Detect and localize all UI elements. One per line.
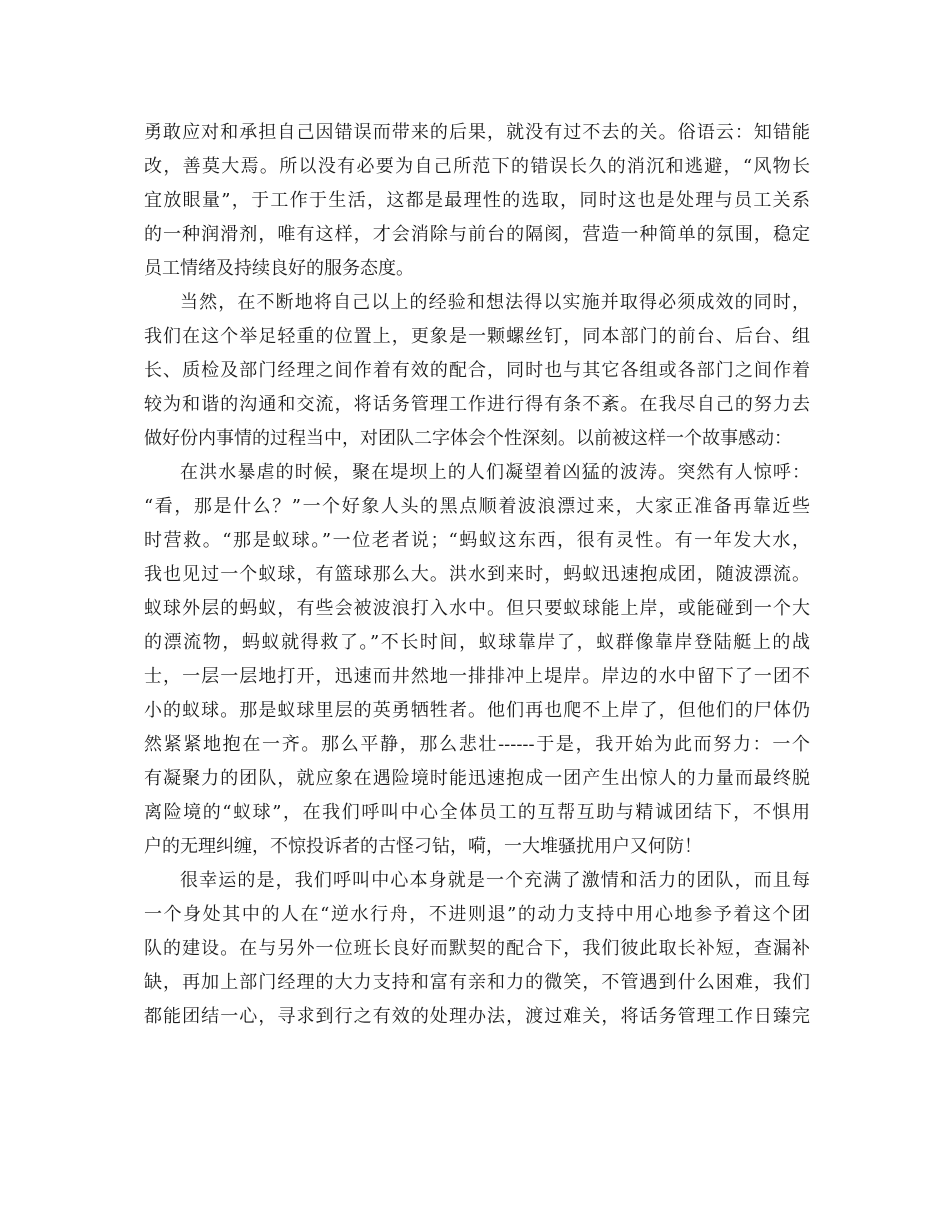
text-line: 户的无理纠缠，不惊投诉者的古怪刁钻，嗬，一大堆骚扰用户又何防！	[144, 836, 702, 857]
text-line: 的漂流物，蚂蚁就得救了。”不长时间，蚁球靠岸了，蚁群像靠岸登陆艇上的战	[144, 632, 810, 653]
text-line: 蚁球外层的蚂蚁，有些会被波浪打入水中。但只要蚁球能上岸，或能碰到一个大	[144, 598, 810, 619]
text-line: 勇敢应对和承担自己因错误而带来的后果，就没有过不去的关。俗语云：知错能	[144, 122, 810, 143]
text-line: 在洪水暴虐的时候，聚在堤坝上的人们凝望着凶猛的波涛。突然有人惊呼：	[180, 462, 810, 483]
text-line: 然紧紧地抱在一齐。那么平静，那么悲壮------于是，我开始为此而努力：一个	[144, 734, 810, 755]
text-line: 宜放眼量”，于工作于生活，这都是最理性的选取，同时这也是处理与员工关系	[144, 190, 810, 211]
text-line: 一个身处其中的人在“逆水行舟，不进则退”的动力支持中用心地参予着这个团	[144, 904, 810, 925]
text-line: 做好份内事情的过程当中，对团队二字体会个性深刻。以前被这样一个故事感动：	[144, 428, 792, 449]
text-line: 的一种润滑剂，唯有这样，才会消除与前台的隔阂，营造一种简单的氛围，稳定	[144, 224, 810, 245]
text-line: 时营救。“那是蚁球。”一位老者说；“蚂蚁这东西，很有灵性。有一年发大水，	[144, 530, 810, 551]
text-line: 缺，再加上部门经理的大力支持和富有亲和力的微笑，不管遇到什么困难，我们	[144, 972, 810, 993]
paragraph-3	[144, 456, 810, 864]
text-line: 离险境的“蚁球”，在我们呼叫中心全体员工的互帮互助与精诚团结下，不惧用	[144, 802, 810, 823]
text-line: “看，那是什么？”一个好象人头的黑点顺着波浪漂过来，大家正准备再靠近些	[144, 496, 810, 517]
text-line: 很幸运的是，我们呼叫中心本身就是一个充满了激情和活力的团队，而且每	[180, 870, 810, 891]
paragraph-2	[144, 286, 810, 456]
text-line: 我也见过一个蚁球，有篮球那么大。洪水到来时，蚂蚁迅速抱成团，随波漂流。	[144, 564, 810, 585]
text-line: 士，一层一层地打开，迅速而井然地一排排冲上堤岸。岸边的水中留下了一团不	[144, 666, 810, 687]
text-line: 队的建设。在与另外一位班长良好而默契的配合下，我们彼此取长补短，查漏补	[144, 938, 810, 959]
text-line: 较为和谐的沟通和交流，将话务管理工作进行得有条不紊。在我尽自己的努力去	[144, 394, 810, 415]
text-line: 我们在这个举足轻重的位置上，更象是一颗螺丝钉，同本部门的前台、后台、组	[144, 326, 810, 347]
text-line: 改，善莫大焉。所以没有必要为自己所范下的错误长久的消沉和逃避，“风物长	[144, 156, 810, 177]
text-line: 都能团结一心，寻求到行之有效的处理办法，渡过难关，将话务管理工作日臻完	[144, 1006, 810, 1027]
text-line: 长、质检及部门经理之间作着有效的配合，同时也与其它各组或各部门之间作着	[144, 360, 810, 381]
text-line: 员工情绪及持续良好的服务态度。	[144, 258, 414, 279]
paragraph-1	[144, 116, 810, 286]
text-line: 当然，在不断地将自己以上的经验和想法得以实施并取得必须成效的同时，	[180, 292, 810, 313]
text-line: 有凝聚力的团队，就应象在遇险境时能迅速抱成一团产生出惊人的力量而最终脱	[144, 768, 810, 789]
document-body	[144, 116, 810, 1034]
text-line: 小的蚁球。那是蚁球里层的英勇牺牲者。他们再也爬不上岸了，但他们的尸体仍	[144, 700, 810, 721]
paragraph-4	[144, 864, 810, 1034]
